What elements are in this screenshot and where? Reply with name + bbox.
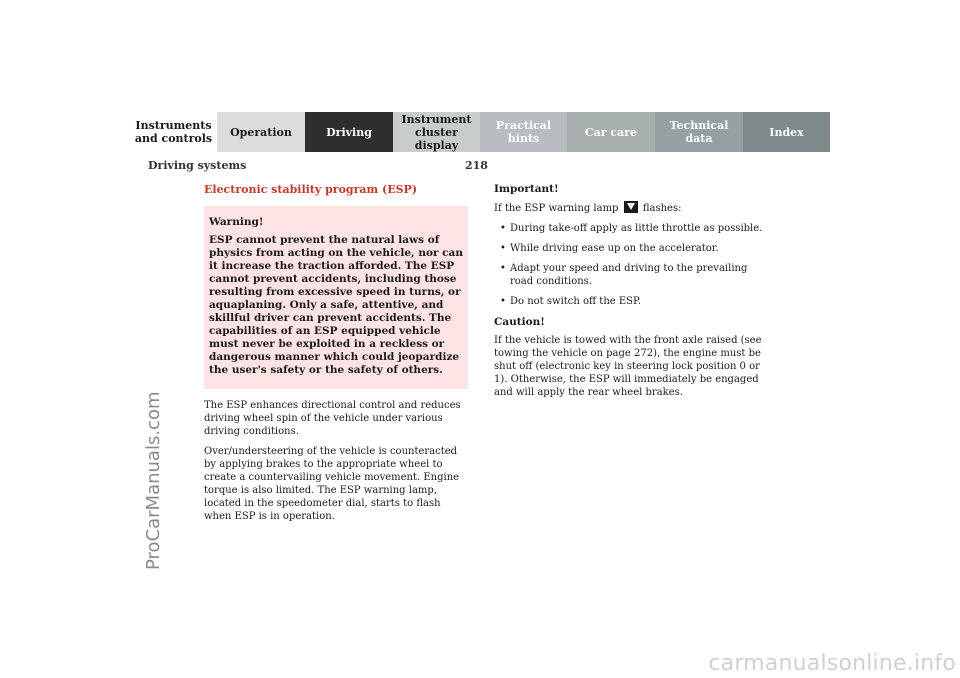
lamp-suffix: flashes: (642, 203, 682, 214)
list-item: • Adapt your speed and driving to the prevailing road conditions. (494, 262, 764, 288)
section-title: Electronic stability program (ESP) (204, 183, 418, 196)
caution-heading: Caution! (494, 316, 545, 328)
tab-label: Practical hints (495, 119, 552, 145)
lamp-sentence (494, 201, 764, 215)
tab-instrument-cluster-display[interactable] (393, 112, 480, 152)
tab-label: Instrument cluster display (401, 112, 472, 152)
tab-label: Operation (230, 125, 292, 139)
left-column (204, 183, 468, 530)
paragraph: Over/understeering of the vehicle is counteracted by applying brakes to the appropriate wheel to create a countervailing vehicle movement. Engine torque is also limited. The ESP warning lamp, located in the speedometer dial, starts to flash when ESP is in operation. (204, 446, 460, 522)
important-heading: Important! (494, 183, 559, 195)
tab-label: Driving (326, 125, 372, 139)
warning-box (204, 206, 468, 389)
bullet-list (494, 222, 764, 308)
list-item: • Do not switch off the ESP. (494, 295, 764, 308)
list-item: • During take-off apply as little throttle as possible. (494, 222, 764, 235)
tab-practical-hints[interactable] (480, 112, 567, 152)
tab-label: Technical data (669, 119, 729, 145)
tab-label: Instruments and controls (134, 119, 213, 145)
tab-operation[interactable] (217, 112, 305, 152)
list-item: • While driving ease up on the accelerator. (494, 242, 764, 255)
warning-title: Warning! (209, 216, 264, 228)
warning-text: ESP cannot prevent the natural laws of physics from acting on the vehicle, nor can it increase the traction afforded. The ESP cannot prevent accidents, including those resulting from excessive speed in turns, or aquaplaning. Only a safe, attentive, and skillful driver can prevent accidents. The capabilities of an ESP equipped vehicle must never be exploited in a reckless or dangerous manner which could jeopardize the user's safety or the safety of others. (209, 234, 463, 376)
side-watermark: ProCarManuals.com (143, 391, 164, 570)
page-number: 218 (465, 159, 488, 172)
section-header: Driving systems (148, 159, 247, 172)
lamp-prefix: If the ESP warning lamp (494, 203, 619, 214)
paragraph: The ESP enhances directional control and reduces driving wheel spin of the vehicle under various driving conditions. (204, 400, 461, 437)
tab-technical-data[interactable] (655, 112, 743, 152)
tab-label: Index (769, 125, 804, 139)
esp-warning-triangle-icon (624, 201, 638, 213)
tab-driving[interactable] (305, 112, 393, 152)
tab-car-care[interactable] (567, 112, 655, 152)
caution-text: If the vehicle is towed with the front axle raised (see towing the vehicle on page 272), the engine must be shut off (electronic key in steering lock position 0 or 1). Otherwise, the ESP will immediately be engaged and will apply the rear wheel brakes. (494, 335, 762, 398)
tab-label: Car care (584, 125, 638, 139)
tab-index[interactable] (743, 112, 830, 152)
chapter-navigation (130, 112, 830, 152)
tab-instruments-and-controls[interactable] (130, 112, 217, 152)
right-column (494, 183, 764, 406)
footer-watermark: carmanualsonline.info (708, 651, 956, 676)
